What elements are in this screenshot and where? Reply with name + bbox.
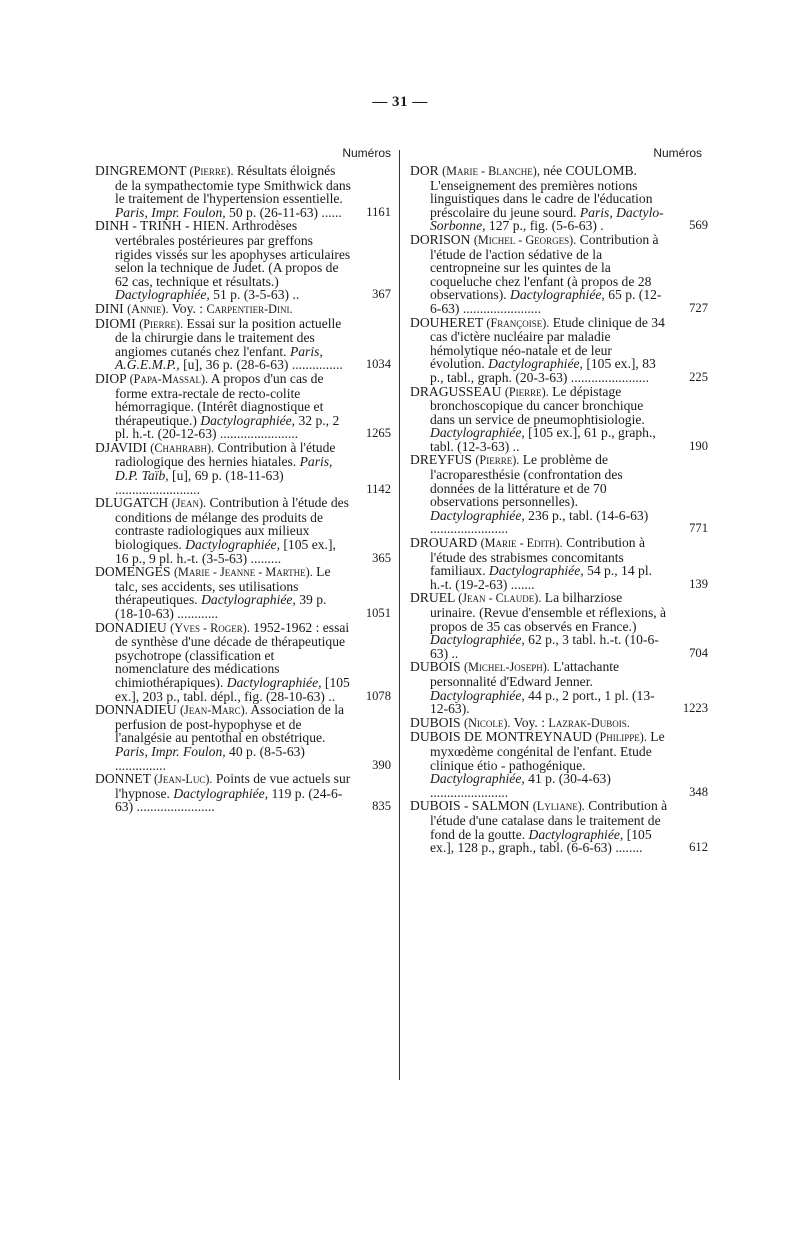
- entry-title: Essai sur la position actuelle de la chirurgie dans le traitement des angiomes cutanés chez l'enfant.: [115, 315, 342, 359]
- entry-title: Contribution à l'étude de l'action sédative de la centropneine sur les quintes de la coqueluche chez l'enfant (à propos de 28 observations).: [430, 231, 659, 303]
- entry-title: Etude clinique de 34 cas d'ictère nucléaire par maladie hémolytique néo-natale et de leur évolution.: [430, 314, 665, 372]
- entry-text: [410, 716, 668, 731]
- entry-text: [410, 730, 668, 799]
- entry-details: [105 ex.], 83 p., tabl., graph. (20-3-63) .......................: [430, 356, 656, 385]
- entry-title: A propos d'un cas de forme extra-rectale de recto-colite hémorragique. (Intérêt diagnostique et thérapeutique.): [115, 370, 324, 428]
- entry-number: 727: [689, 300, 708, 315]
- index-entry: [95, 219, 391, 302]
- entry-publisher: Paris, Impr. Foulon,: [115, 743, 226, 759]
- entry-given-name: (Marie - Edith).: [480, 536, 563, 551]
- entry-publisher: Dactylographiée,: [528, 826, 624, 842]
- index-entry: [410, 314, 708, 385]
- entry-author: DIOMI: [95, 315, 136, 331]
- entry-details: Carpentier-Dini.: [206, 301, 293, 316]
- entry-title: 1952-1962 : essai de synthèse d'une décade de thérapeutique psychotrope (classification et nomenclature des médications chimiothérapiques).: [115, 619, 350, 690]
- entry-details: 236 p., tabl. (14-6-63) .......................: [430, 507, 649, 537]
- entry-title: née COULOMB. L'enseignement des premières notions linguistiques dans le cadre de l'éducation préscolaire du jeune sourd.: [430, 163, 653, 220]
- index-entry: [95, 772, 391, 814]
- index-entry: [410, 716, 696, 731]
- entry-details: 44 p., 2 port., 1 pl. (13-12-63).: [430, 687, 655, 717]
- entry-publisher: Paris, Dactylo-Sorbonne,: [430, 204, 664, 234]
- index-entry: [95, 317, 391, 372]
- entry-details: Lazrak-Dubois.: [548, 715, 630, 730]
- entry-author: DUBOIS: [410, 714, 461, 730]
- entry-number: 225: [689, 369, 708, 384]
- index-entry: [410, 535, 708, 592]
- entry-publisher: Dactylographiée,: [430, 632, 525, 648]
- entry-number: 569: [689, 218, 708, 233]
- entry-publisher: Paris, A.G.E.M.P.,: [115, 343, 323, 373]
- entry-details: 54 p., 14 pl. h.-t. (19-2-63) .......: [430, 563, 653, 592]
- entry-title: Contribution à l'étude radiologique des hernies hiatales.: [115, 439, 336, 470]
- index-entry: [95, 703, 391, 772]
- entry-details: 41 p. (30-4-63) .......................: [430, 771, 611, 800]
- entry-title: Contribution à l'étude d'une catalase dans le traitement de fond de la goutte.: [430, 798, 668, 842]
- entry-text: [95, 496, 351, 565]
- entry-title: Arthrodèses vertébrales postérieures par greffons rigides vissés sur les apophyses articulaires selon la technique de Judet. (A propos de 62 cas, technique et résultats.): [115, 218, 351, 289]
- entry-author: DOR: [410, 163, 439, 178]
- entry-author: DUBOIS DE MONTREYNAUD: [410, 729, 593, 745]
- entry-author: DORISON: [410, 231, 471, 247]
- entry-publisher: Paris, D.P. Taïb,: [115, 454, 333, 484]
- entry-text: [95, 772, 351, 814]
- entry-title: Le myxœdème congénital de l'enfant. Etude clinique étio - pathogénique.: [430, 729, 665, 773]
- entry-author: DONNADIEU: [95, 702, 177, 718]
- entry-text: [410, 385, 668, 454]
- entry-text: [95, 565, 351, 620]
- entry-details: 32 p., 2 pl. h.-t. (20-12-63) .......................: [115, 412, 340, 442]
- entry-number: 1142: [366, 481, 391, 496]
- entry-text: [410, 536, 668, 591]
- entry-author: DLUGATCH: [95, 495, 169, 511]
- entry-title: Résultats éloignés de la sympathectomie type Smithwick dans le traitement de l'hypertension essentielle.: [115, 163, 351, 207]
- entry-text: [410, 316, 668, 385]
- entry-text: [95, 164, 351, 219]
- entry-details: [u], 36 p. (28-6-63) ...............: [179, 357, 343, 373]
- entry-given-name: (Pierre).: [504, 384, 549, 399]
- entry-number: 612: [689, 840, 708, 855]
- entry-text: [410, 164, 668, 233]
- entry-given-name: (Jean-Luc).: [154, 772, 213, 787]
- entry-text: [95, 441, 351, 496]
- index-entry: [95, 164, 391, 219]
- right-column: [410, 146, 708, 856]
- entry-number: 1161: [366, 204, 391, 219]
- entry-given-name: (Marie - Blanche),: [442, 164, 540, 178]
- entry-publisher: Dactylographiée,: [488, 563, 584, 579]
- entry-author: DINH - TRINH - HIEN.: [95, 218, 229, 234]
- entry-title: Le talc, ses accidents, ses utilisations thérapeutiques.: [115, 564, 331, 608]
- entry-author: DROUARD: [410, 535, 478, 551]
- entry-publisher: Dactylographiée,: [185, 537, 280, 553]
- entry-publisher: Dactylographiée,: [430, 771, 525, 787]
- index-entry: [410, 163, 708, 234]
- entry-number: 1223: [682, 701, 708, 716]
- index-entry: [95, 372, 391, 441]
- entry-text: [410, 660, 668, 715]
- entry-publisher: Dactylographiée,: [430, 425, 525, 441]
- entry-text: [410, 799, 668, 854]
- entry-author: DREYFUS: [410, 452, 472, 468]
- page-number: — 31 —: [372, 94, 428, 110]
- entry-title: Contribution à l'étude des conditions de mélange des produits de contraste radiologiques aux milieux biologiques.: [115, 495, 349, 553]
- entry-text: [95, 317, 351, 372]
- entry-given-name: (Françoise).: [486, 315, 550, 330]
- entry-number: 139: [689, 576, 708, 591]
- entry-publisher: Dactylographiée,: [201, 592, 296, 608]
- entry-publisher: Dactylographiée,: [173, 785, 269, 801]
- entry-given-name: (Nicole).: [464, 715, 511, 730]
- entry-author: DINI: [95, 300, 124, 316]
- entry-details: 62 p., 3 tabl. h.-t. (10-6-63) ..: [430, 632, 659, 661]
- entry-given-name: (Lyliane).: [532, 799, 585, 814]
- index-entry: [95, 621, 391, 704]
- index-entry: [95, 302, 391, 317]
- entry-text: [95, 219, 351, 302]
- entry-number: 704: [689, 645, 708, 660]
- entry-author: DRAGUSSEAU: [410, 383, 502, 399]
- entry-text: [410, 453, 668, 536]
- entry-author: DIOP: [95, 370, 127, 386]
- entry-number: 1078: [365, 688, 391, 703]
- index-entry: [410, 231, 708, 316]
- entry-given-name: (Philippe).: [595, 730, 647, 745]
- entry-details: 127 p., fig. (5-6-63) .: [485, 218, 604, 234]
- entry-title: Le dépistage bronchoscopique du cancer bronchique dans un service de pneumophtisiologie.: [430, 383, 645, 427]
- index-entry: [410, 798, 708, 856]
- entry-number: 367: [372, 287, 391, 302]
- entry-details: 51 p. (3-5-63) ..: [209, 287, 300, 303]
- entry-publisher: Dactylographiée,: [226, 674, 322, 690]
- entry-given-name: (Pierre).: [189, 164, 234, 178]
- entry-publisher: Dactylographiée,: [115, 287, 210, 303]
- entry-text: [410, 233, 668, 316]
- entry-given-name: (Annie).: [127, 301, 169, 316]
- entry-details: 65 p. (12-6-63) .......................: [430, 287, 662, 316]
- entry-author: DINGREMONT: [95, 163, 187, 178]
- index-entry: [410, 590, 708, 661]
- entry-number: 1265: [365, 426, 391, 441]
- entry-title: Voy. :: [510, 714, 549, 730]
- entry-details: 39 p. (18-10-63) ............: [115, 592, 327, 621]
- index-entry: [95, 496, 391, 565]
- entry-text: [410, 591, 668, 660]
- entry-number: 348: [689, 784, 708, 799]
- entry-publisher: Dactylographiée,: [430, 687, 525, 703]
- entry-title: Points de vue actuels sur l'hypnose.: [115, 771, 351, 801]
- entry-given-name: (Jean).: [171, 496, 207, 511]
- index-entry: [410, 659, 708, 717]
- entry-author: DOMENGES: [95, 564, 171, 580]
- entry-publisher: Dactylographiée,: [200, 412, 296, 428]
- entry-publisher: Dactylographiée,: [510, 287, 605, 303]
- entry-number: 190: [689, 438, 708, 453]
- entry-list: [410, 163, 708, 856]
- entry-number: 365: [372, 550, 391, 565]
- entry-title: Le problème de l'acroparesthésie (confrontation des données de la littérature et de 70 observations personnelles).: [430, 452, 623, 510]
- entry-title: Voy. :: [168, 300, 207, 316]
- index-entry: [410, 452, 708, 537]
- entry-details: [105 ex.], 61 p., graph., tabl. (12-3-63) ..: [430, 425, 656, 454]
- column-header: Numéros: [653, 146, 702, 160]
- entry-given-name: (Marie - Jeanne - Marthe).: [173, 565, 313, 580]
- entry-text: [95, 621, 351, 704]
- entry-title: Contribution à l'étude des strabismes concomitants familiaux.: [430, 535, 646, 579]
- entry-given-name: (Yves - Roger).: [170, 620, 250, 635]
- entry-text: [95, 302, 351, 317]
- entry-text: [95, 372, 351, 441]
- entry-given-name: (Jean-Marc).: [179, 703, 248, 718]
- entry-author: DUBOIS - SALMON: [410, 798, 530, 814]
- index-entry: [410, 729, 708, 800]
- entry-number: 1051: [365, 606, 391, 620]
- index-entry: [95, 441, 391, 496]
- entry-author: DJAVIDI: [95, 439, 147, 455]
- left-column: [95, 146, 391, 814]
- entry-given-name: (Chahrabh).: [150, 440, 215, 455]
- entry-details: [u], 69 p. (18-11-63) .........................: [115, 468, 284, 497]
- index-entry: [95, 565, 391, 620]
- entry-author: DRUEL: [410, 590, 455, 606]
- entry-title: Association de la perfusion de post-hypophyse et de l'analgésie au pentothal en obstétrique.: [115, 702, 345, 746]
- entry-details: 50 p. (26-11-63) ......: [225, 204, 342, 220]
- entry-number: 390: [372, 757, 391, 772]
- entry-details: 119 p. (24-6-63) .......................: [115, 785, 343, 815]
- entry-given-name: (Pierre).: [139, 316, 184, 331]
- entry-details: [105 ex.], 203 p., tabl. dépl., fig. (28-10-63) ..: [115, 674, 350, 704]
- column-header: Numéros: [342, 146, 391, 160]
- entry-number: 771: [689, 521, 708, 536]
- entry-text: [95, 703, 351, 772]
- entry-given-name: (Papa-Massal).: [129, 371, 209, 386]
- column-divider: [399, 150, 400, 1080]
- entry-details: [105 ex.], 128 p., graph., tabl. (6-6-63) ........: [430, 826, 652, 856]
- entry-title: L'attachante personnalité d'Edward Jenner.: [430, 659, 620, 689]
- entry-given-name: (Michel-Joseph).: [464, 660, 550, 675]
- index-entry: [410, 383, 708, 454]
- entry-given-name: (Jean - Claude).: [458, 591, 542, 606]
- entry-number: 835: [372, 799, 391, 814]
- entry-given-name: (Pierre).: [475, 453, 520, 468]
- entry-author: DONADIEU: [95, 619, 167, 635]
- entry-author: DOUHERET: [410, 314, 483, 330]
- entry-details: 40 p. (8-5-63) ...............: [115, 743, 305, 773]
- entry-author: DUBOIS: [410, 659, 461, 675]
- entry-publisher: Dactylographiée,: [430, 507, 525, 523]
- entry-author: DONNET: [95, 771, 151, 787]
- entry-list: [95, 164, 391, 814]
- entry-title: La bilharziose urinaire. (Revue d'ensemble et réflexions, à propos de 35 cas observés en France.): [430, 590, 667, 634]
- entry-given-name: (Michel - Georges).: [473, 232, 577, 247]
- entry-publisher: Dactylographiée,: [488, 356, 583, 372]
- entry-publisher: Paris, Impr. Foulon,: [115, 204, 226, 220]
- entry-details: [105 ex.], 16 p., 9 pl. h.-t. (3-5-63) .........: [115, 537, 336, 566]
- entry-number: 1034: [365, 357, 391, 372]
